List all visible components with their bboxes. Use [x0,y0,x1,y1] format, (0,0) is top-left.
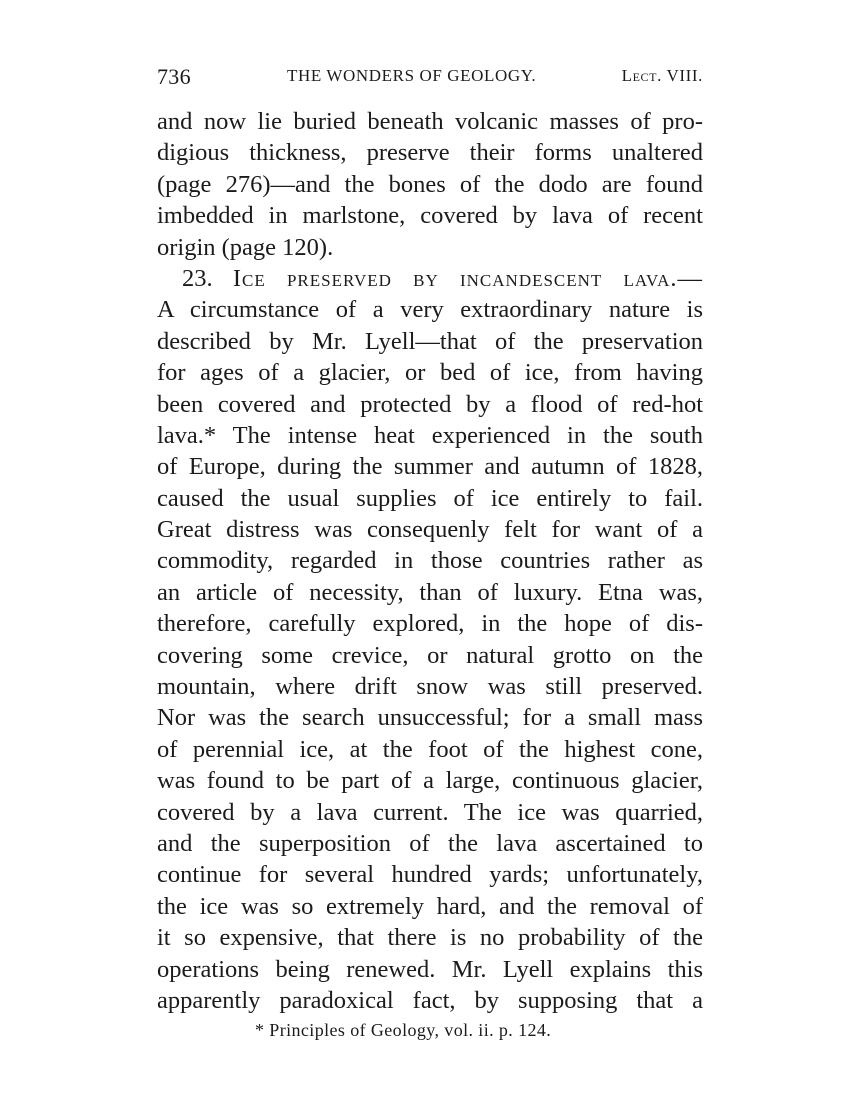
text-line: of perennial ice, at the foot of the highest cone, [157,735,703,763]
text-line: commodity, regarded in those countries rather as [157,547,703,575]
footnote: * Principles of Geology, vol. ii. p. 124. [255,1020,552,1040]
text-line: for ages of a glacier, or bed of ice, from having [157,359,703,387]
text-line: mountain, where drift snow was still preserved. [157,673,703,701]
text-line: was found to be part of a large, continuous glacier, [157,767,703,795]
text-line: origin (page 120). [157,233,334,261]
text-line: lava.* The intense heat experienced in the south [157,421,703,449]
section-number: 23. [182,264,213,292]
section-title: Ice preserved by incandescent lava.— [232,264,704,292]
text-line: of Europe, during the summer and autumn of 1828, [157,453,703,481]
text-line: Great distress was consequenly felt for want of a [157,516,703,544]
text-line: an article of necessity, than of luxury. Etna was, [157,578,703,606]
section-heading [157,263,703,294]
lecture-label: Lect. VIII. [621,66,703,85]
text-line: caused the usual supplies of ice entirely to fail. [157,484,703,512]
text-line: it so expensive, that there is no probability of the [157,924,703,952]
running-title: THE WONDERS OF GEOLOGY. [287,66,537,85]
text-line: the ice was so extremely hard, and the removal of [157,892,703,920]
text-line: been covered and protected by a flood of red-hot [157,390,703,418]
text-line: therefore, carefully explored, in the hope of dis- [157,610,703,638]
text-line: covered by a lava current. The ice was quarried, [157,798,703,826]
text-line: Nor was the search unsuccessful; for a small mass [157,704,703,732]
text-line: and now lie buried beneath volcanic masses of pro- [157,108,703,135]
running-header [157,64,703,90]
text-line: A circumstance of a very extraordinary nature is [157,296,703,324]
page-number: 736 [157,64,191,89]
text-line: imbedded in marlstone, covered by lava of recent [157,202,703,230]
text-line: described by Mr. Lyell—that of the preservation [157,327,703,355]
text-line: digious thickness, preserve their forms unaltered [157,139,703,167]
text-line: apparently paradoxical fact, by supposing that a [157,986,703,1014]
text-line: covering some crevice, or natural grotto on the [157,641,703,669]
body-text [157,106,703,1016]
text-line: (page 276)—and the bones of the dodo are found [157,170,703,198]
text-line: and the superposition of the lava ascertained to [157,829,703,857]
text-line: operations being renewed. Mr. Lyell explains this [157,955,703,983]
text-line: continue for several hundred yards; unfortunately, [157,861,703,889]
